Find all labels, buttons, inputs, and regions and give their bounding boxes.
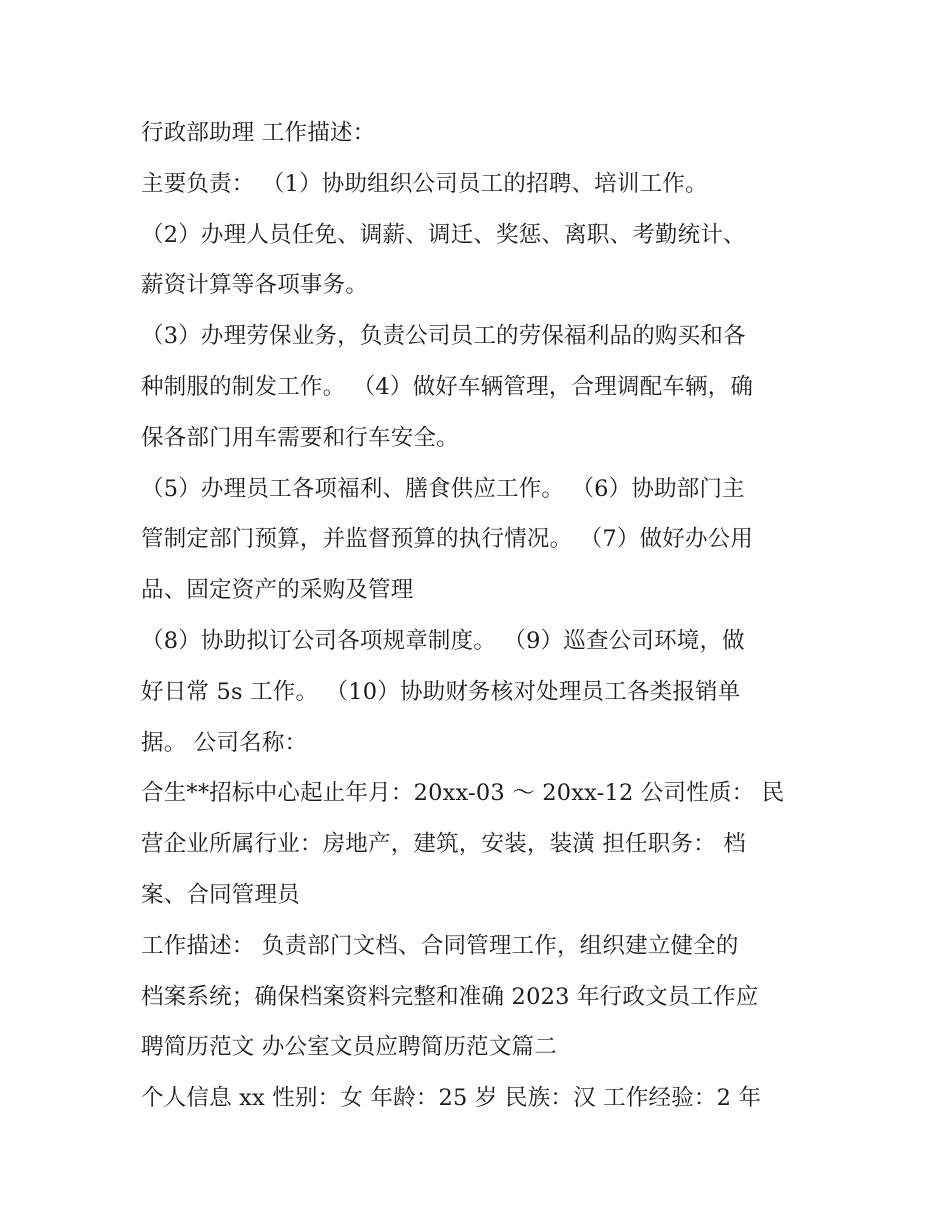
text-line-20: 个人信息 xx 性别：女 年龄：25 岁 民族：汉 工作经验：2 年 [141, 1085, 762, 1112]
text-line-8: （5）办理员工各项福利、膳食供应工作。 （6）协助部门主 [141, 475, 745, 502]
text-line-6: 种制服的制发工作。 （4）做好车辆管理，合理调配车辆，确 [141, 373, 754, 400]
text-line-11: （8）协助拟订公司各项规章制度。 （9）巡查公司环境，做 [141, 627, 745, 654]
text-line-7: 保各部门用车需要和行车安全。 [141, 424, 459, 451]
text-line-16: 案、合同管理员 [141, 881, 300, 908]
text-line-19: 聘简历范文 办公室文员应聘简历范文篇二 [141, 1034, 557, 1061]
text-line-9: 管制定部门预算，并监督预算的执行情况。 （7）做好办公用 [141, 526, 754, 553]
text-line-14: 合生**招标中心起止年月：20xx-03 ～ 20xx-12 公司性质： 民 [141, 780, 785, 807]
text-line-13: 据。 公司名称： [141, 729, 308, 756]
text-line-2: 主要负责： （1）协助组织公司员工的招聘、培训工作。 [141, 170, 708, 197]
document-body [141, 108, 821, 1124]
text-line-4: 薪资计算等各项事务。 [141, 272, 369, 299]
text-line-17: 工作描述： 负责部门文档、合同管理工作，组织建立健全的 [141, 932, 739, 959]
text-line-18: 档案系统；确保档案资料完整和准确 2023 年行政文员工作应 [141, 983, 759, 1010]
text-line-5: （3）办理劳保业务，负责公司员工的劳保福利品的购买和各 [141, 323, 746, 350]
text-line-12: 好日常 5s 工作。 （10）协助财务核对处理员工各类报销单 [141, 678, 741, 705]
text-line-3: （2）办理人员任免、调薪、调迁、奖惩、离职、考勤统计、 [141, 221, 746, 248]
text-line-1: 行政部助理 工作描述： [141, 120, 376, 146]
text-line-10: 品、固定资产的采购及管理 [141, 577, 414, 604]
text-line-15: 营企业所属行业：房地产，建筑，安装，装潢 担任职务： 档 [141, 831, 746, 858]
